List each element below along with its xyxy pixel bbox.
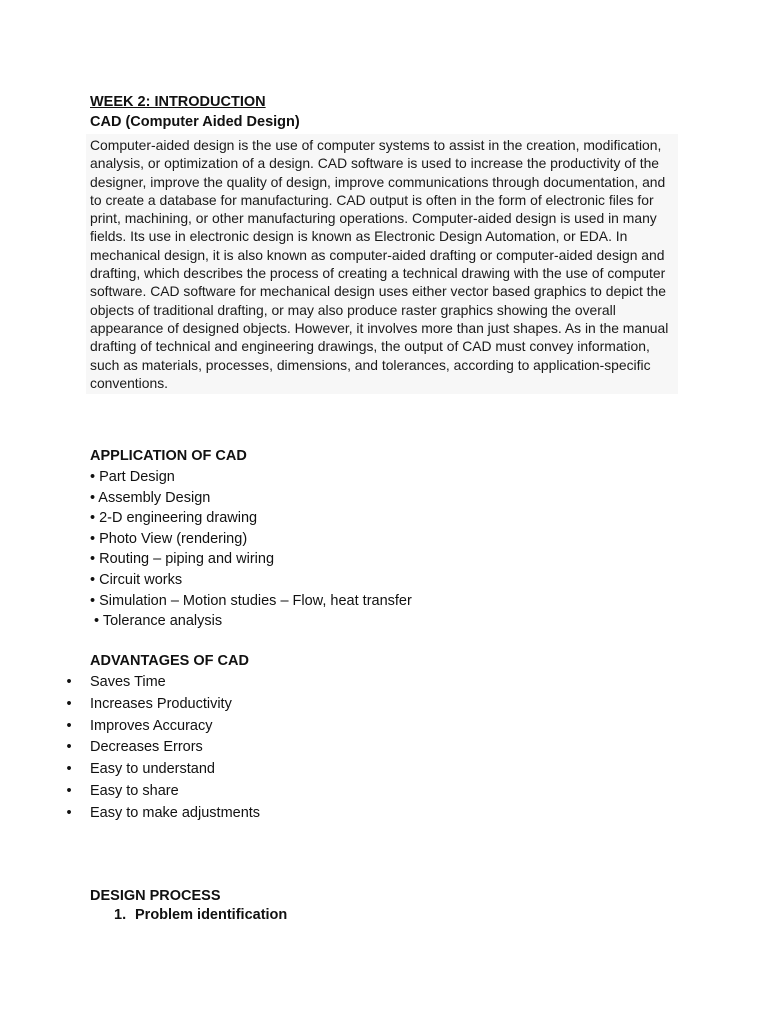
list-item: • Easy to make adjustments — [64, 803, 260, 825]
step-number: 1. — [114, 907, 127, 923]
cad-heading: CAD (Computer Aided Design) — [90, 114, 300, 130]
bullet-icon: • — [66, 804, 72, 821]
list-item: • Simulation – Motion studies – Flow, heat transfer — [90, 592, 412, 609]
advantages-heading: ADVANTAGES OF CAD — [90, 653, 249, 669]
bullet-icon: • — [66, 782, 72, 799]
list-item: • Circuit works — [90, 571, 183, 588]
week-heading: WEEK 2: INTRODUCTION — [90, 94, 266, 110]
application-list — [90, 467, 412, 632]
design-process-heading: DESIGN PROCESS — [90, 888, 221, 904]
list-item: • Tolerance analysis — [94, 613, 223, 630]
bullet-icon: • — [66, 695, 72, 712]
intro-paragraph: Computer-aided design is the use of computer systems to assist in the creation, modification, analysis, or optimization of a design. CAD software is used to increase the productivity of the designer, improve the quality of design, improve communications through documentation, and to create a database for manufacturing. CAD output is often in the form of electronic files for print, machining, or other manufacturing operations. Computer-aided design is used in many fields. Its use in electronic design is known as Electronic Design Automation, or EDA. In mechanical design, it is also known as computer-aided drafting or computer-aided design and drafting, which describes the process of creating a technical drawing with the use of computer software. CAD software for mechanical design uses either vector based graphics to depict the objects of traditional drafting, or may also produce raster graphics showing the overall appearance of designed objects. However, it involves more than just shapes. As in the manual drafting of technical and engineering drawings, the output of CAD must convey information, such as materials, processes, dimensions, and tolerances, according to application-specific conventions. — [86, 134, 678, 394]
application-heading: APPLICATION OF CAD — [90, 448, 247, 464]
step-label: Problem identification — [135, 907, 288, 923]
list-item: • Part Design — [90, 469, 175, 485]
list-item: • Routing – piping and wiring — [90, 551, 275, 568]
list-item: • Photo View (rendering) — [90, 530, 248, 547]
list-item: • Easy to understand — [64, 759, 260, 781]
list-item: • Increases Productivity — [64, 694, 260, 716]
bullet-icon: • — [66, 761, 72, 778]
list-item: • Saves Time — [64, 672, 260, 694]
bullet-icon: • — [66, 674, 72, 690]
design-process-list — [114, 906, 287, 924]
list-item: • Easy to share — [64, 781, 260, 803]
list-item: • 2-D engineering drawing — [90, 510, 258, 527]
bullet-icon: • — [66, 717, 72, 734]
bullet-icon: • — [66, 739, 72, 756]
list-item: • Decreases Errors — [64, 737, 260, 759]
list-item — [114, 906, 287, 924]
list-item: • Improves Accuracy — [64, 716, 260, 738]
advantages-list — [64, 672, 260, 825]
list-item: • Assembly Design — [90, 489, 211, 506]
